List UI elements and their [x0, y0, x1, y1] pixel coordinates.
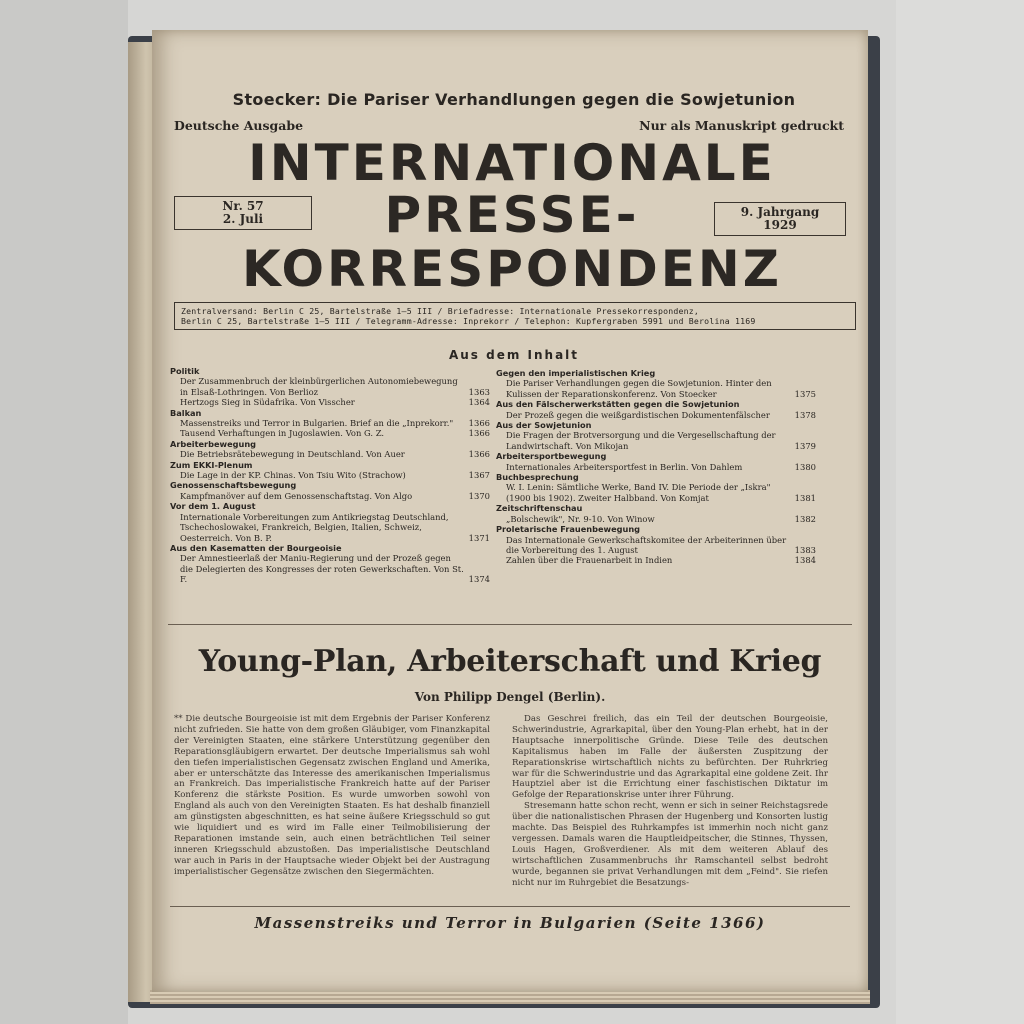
volume-jahrgang: 9. Jahrgang	[740, 205, 820, 219]
background-right	[896, 0, 1024, 1024]
issue-date: 2. Juli	[222, 212, 264, 226]
contents-entry	[170, 470, 490, 480]
contents-section-title: Arbeiterbewegung	[170, 438, 257, 449]
contents-section-title: Proletarische Frauenbewegung	[496, 524, 641, 535]
article-column-right	[512, 714, 828, 889]
divider-rule	[168, 624, 852, 625]
contents-section-title: Aus den Kasematten der Bourgeoisie	[170, 542, 342, 553]
masthead-line-3: KORRESPONDENZ	[242, 240, 782, 298]
address-line-1: Zentralversand: Berlin C 25, Bartelstraße 1—5 III / Briefadresse: Internationale Pressekorrespondenz,	[181, 306, 700, 316]
contents-entry-page: 1370	[468, 490, 490, 501]
contents-entry	[170, 553, 490, 584]
contents-entry-text: Zahlen über die Frauenarbeit in Indien	[506, 555, 673, 566]
issue-box	[174, 196, 312, 230]
contents-entry	[170, 418, 490, 428]
contents-section-title: Zum EKKI-Plenum	[170, 459, 253, 470]
contents-entry	[496, 410, 816, 420]
contents-entry-page: 1383	[794, 544, 816, 555]
contents-entry	[496, 482, 816, 503]
contents-entry	[170, 376, 490, 397]
contents-entry-page: 1381	[794, 492, 816, 503]
contents-entry-text: Die Betriebsrätebewegung in Deutschland. Von Auer	[180, 449, 405, 460]
contents-entry-page: 1374	[468, 574, 490, 585]
contents-entry-text: Der Prozeß gegen die weißgardistischen Dokumentenfälscher	[506, 409, 770, 420]
article-column-left	[174, 714, 490, 878]
contents-entry	[170, 397, 490, 407]
contents-left-column	[170, 366, 490, 585]
contents-entry	[170, 512, 490, 543]
masthead-line-2: PRESSE-	[384, 186, 640, 244]
footer-rule	[170, 906, 850, 907]
contents-entry-page: 1363	[468, 386, 490, 397]
contents-section-title: Vor dem 1. August	[170, 501, 256, 512]
contents-section-title: Aus den Fälscherwerkstätten gegen die Sowjetunion	[496, 399, 740, 410]
contents-section-title: Arbeitersportbewegung	[496, 451, 607, 462]
contents-section-title: Aus der Sowjetunion	[496, 420, 592, 431]
contents-section-title: Genossenschaftsbewegung	[170, 480, 297, 491]
contents-entry-page: 1375	[794, 388, 816, 399]
contents-entry-text: Tausend Verhaftungen in Jugoslawien. Von G. Z.	[180, 428, 385, 439]
volume-year: 1929	[763, 218, 797, 232]
contents-entry-text: Die Fragen der Brotversorgung und die Vergesellschaftung der Landwirtschaft. Von Mikojan	[506, 430, 776, 451]
contents-entry-page: 1366	[468, 428, 490, 439]
contents-entry-page: 1366	[468, 418, 490, 429]
contents-entry-page: 1382	[794, 513, 816, 524]
contents-entry-page: 1367	[468, 470, 490, 481]
contents-entry	[170, 428, 490, 438]
page-edges	[150, 990, 870, 1004]
address-line-2: Berlin C 25, Bartelstraße 1—5 III / Telegramm-Adresse: Inprekorr / Telephon: Kupfergraben 5991 und Berolina 1169	[181, 316, 756, 326]
masthead-line-1: INTERNATIONALE	[248, 134, 776, 192]
contents-title: Aus dem Inhalt	[448, 348, 580, 362]
banner-headline: Stoecker: Die Pariser Verhandlungen gegen die Sowjetunion	[232, 90, 796, 109]
footer-teaser: Massenstreiks und Terror in Bulgarien (Seite 1366)	[254, 914, 766, 932]
contents-entry	[496, 462, 816, 472]
contents-entry-text: Der Amnestieerlaß der Maniu-Regierung und der Prozeß gegen die Delegierten des Kongresses der roten Gewerkschaften. Von St. F.	[180, 553, 464, 585]
contents-entry-text: Die Lage in der KP. Chinas. Von Tsiu Wito (Strachow)	[180, 470, 406, 481]
contents-entry	[496, 378, 816, 399]
contents-entry-text: „Bolschewik", Nr. 9-10. Von Winow	[506, 513, 655, 524]
article-paragraph: ** Die deutsche Bourgeoisie ist mit dem Ergebnis der Pariser Konferenz nicht zufrieden. Sie hatte von dem großen Gläubiger, vom Finanzkapital der Vereinigten Staaten, eine stärkere Unterstützung gegenüber den Reparationsgläubigern erwartet. Der deutsche Imperialismus sah wohl den tiefen imperialistischen Gegensatz zwischen England und Amerika, aber er unterschätzte das Interesse des amerikanischen Imperialismus an Frankreich. Das imperialistische Frankreich hatte auf der Pariser Konferenz die stärkste Position. Es wurde umworben sowohl von England als auch von den Vereinigten Staaten. Es hat deshalb finanziell am günstigsten abgeschnitten, es hat seine äußere Kriegsschuld so gut wie liquidiert und es wird im Falle einer Teilmobilisierung der Reparationen imstande sein, auch einen beträchtlichen Teil seiner inneren Kriegsschuld abzustoßen. Das imperialistische Deutschland war auch in Paris in der Hauptsache wieder Objekt bei der Austragung imperialistischer Gegensätze zwischen den Siegermächten.	[174, 714, 490, 877]
contents-entry	[496, 555, 816, 565]
contents-section-title: Zeitschriftenschau	[496, 503, 583, 514]
contents-entry-page: 1378	[794, 409, 816, 420]
contents-entry-page: 1366	[468, 449, 490, 460]
contents-entry	[496, 430, 816, 451]
address-box	[174, 302, 856, 330]
contents-right-column	[496, 368, 816, 566]
contents-entry-page: 1379	[794, 440, 816, 451]
article-paragraph: Das Geschrei freilich, das ein Teil der deutschen Bourgeoisie, Schwerindustrie, Agrarkapital, über den Young-Plan erhebt, hat in der Hauptsache innerpolitische Gründe. Diese Teile des deutschen Kapitalismus haben im Falle der äußersten Zuspitzung der Reparationskrise wirtschaftlich nichts zu befürchten. Der Ruhrkrieg war für die Schwerindustrie und das Agrarkapital eine goldene Zeit. Ihr Hauptziel aber ist die Errichtung einer faschistischen Diktatur im Gefolge der Reparationskrise unter ihrer Führung.	[512, 714, 828, 801]
contents-entry-text: W. I. Lenin: Sämtliche Werke, Band IV. Die Periode der „Iskra" (1900 bis 1902). Zweiter Halbband. Von Komjat	[506, 482, 771, 503]
contents-entry	[170, 491, 490, 501]
contents-entry-page: 1364	[468, 397, 490, 408]
contents-entry-page: 1380	[794, 461, 816, 472]
contents-entry-text: Massenstreiks und Terror in Bulgarien. Brief an die „Inprekorr."	[180, 418, 454, 429]
contents-entry-text: Die Pariser Verhandlungen gegen die Sowjetunion. Hinter den Kulissen der Reparationskonferenz. Von Stoecker	[506, 378, 772, 399]
newspaper-page	[152, 30, 868, 992]
contents-entry-text: Internationales Arbeitersportfest in Berlin. Von Dahlem	[506, 461, 743, 472]
contents-entry	[496, 514, 816, 524]
contents-entry-text: Der Zusammenbruch der kleinbürgerlichen Autonomiebewegung in Elsaß-Lothringen. Von Berlioz	[180, 376, 458, 397]
contents-section-title: Balkan	[170, 407, 202, 418]
contents-entry-text: Kampfmanöver auf dem Genossenschaftstag. Von Algo	[180, 490, 413, 501]
contents-section-title: Gegen den imperialistischen Krieg	[496, 368, 656, 378]
contents-entry	[496, 535, 816, 556]
issue-number: Nr. 57	[222, 199, 264, 213]
contents-section-title: Buchbesprechung	[496, 472, 579, 483]
volume-box	[714, 202, 846, 236]
contents-entry-text: Das Internationale Gewerkschaftskomitee der Arbeiterinnen über die Vorbereitung des 1. August	[506, 534, 787, 555]
background-left	[0, 0, 128, 1024]
contents-entry-page: 1371	[468, 532, 490, 543]
contents-entry-text: Internationale Vorbereitungen zum Antikriegstag Deutschland, Tschechoslowakei, Frankreich, Belgien, Italien, Schweiz, Oesterreich. Von B. P.	[180, 511, 449, 543]
print-note: Nur als Manuskript gedruckt	[639, 118, 844, 133]
contents-section-title: Politik	[170, 366, 200, 376]
contents-entry-text: Hertzogs Sieg in Südafrika. Von Visscher	[180, 397, 355, 408]
article-headline: Young-Plan, Arbeiterschaft und Krieg	[198, 644, 822, 679]
contents-entry-page: 1384	[794, 555, 816, 566]
contents-entry	[170, 449, 490, 459]
article-paragraph: Stresemann hatte schon recht, wenn er sich in seiner Reichstagsrede über die nationalistischen Phrasen der Hugenberg und Konsorten lustig machte. Das Beispiel des Ruhrkampfes ist immerhin noch nicht ganz vergessen. Damals waren die Hauptleidpeitscher, die Stinnes, Thyssen, Louis Hagen, Großverdiener. Als mit dem weiteren Ablauf des wirtschaftlichen Zusammenbruchs ihr Ramschanteil selbst bedroht wurde, begannen sie privat Verhandlungen mit dem „Feind". Sie riefen nicht nur im Ruhrgebiet die Besatzungs-	[512, 801, 828, 888]
article-byline: Von Philipp Dengel (Berlin).	[414, 690, 606, 704]
edition-label: Deutsche Ausgabe	[174, 118, 304, 133]
